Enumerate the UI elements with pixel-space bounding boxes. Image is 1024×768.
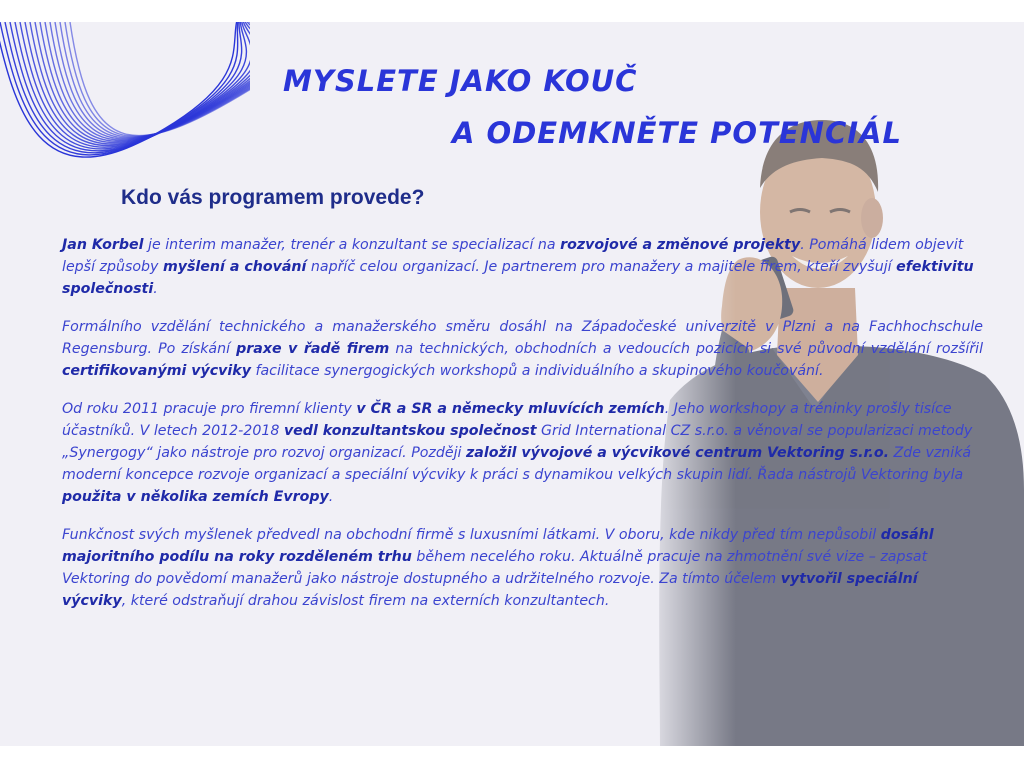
body-run: Funkčnost svých myšlenek předvedl na obchodní firmě s luxusními látkami. V oboru, kde nikdy před tím nepůsobil bbox=[62, 527, 881, 543]
highlight-text: rozvojové a změnové projekty bbox=[560, 237, 801, 253]
body-run: . Jeho workshopy a tréninky prošly tisíce účastníků. V letech 2012-2018 bbox=[62, 401, 952, 439]
highlight-text: Jan Korbel bbox=[62, 237, 144, 253]
body-run: během necelého roku. Aktuálně pracuje na zhmotnění své vize – zapsat Vektoring do povědomí manažerů jako nástroje dostupného a udržitelného rozvoje. Za tímto účelem bbox=[62, 549, 928, 587]
section-subtitle: Kdo vás programem provede? bbox=[121, 186, 425, 209]
highlight-text: vytvořil speciální výcviky bbox=[62, 571, 918, 609]
highlight-text: v ČR a SR a německy mluvících zemích bbox=[356, 401, 665, 417]
body-run: . Pomáhá lidem objevit lepší způsoby bbox=[62, 237, 964, 275]
body-run: . bbox=[328, 489, 334, 505]
bio-paragraph-2 bbox=[62, 316, 983, 382]
highlight-text: dosáhl majoritního podílu na roky rozděleném trhu bbox=[62, 527, 934, 565]
bio-paragraph-1 bbox=[62, 234, 983, 300]
body-run: napříč celou organizací. Je partnerem pro manažery a majitele firem, kteří zvyšují bbox=[306, 259, 897, 275]
bio-paragraph-3 bbox=[62, 398, 983, 508]
body-run: na technických, obchodních a vedoucích pozicích si své původní vzdělání rozšířil bbox=[389, 341, 984, 357]
slide-page bbox=[0, 22, 1024, 746]
body-run: Zde vzniká moderní koncepce rozvoje organizací a speciální výcviky k práci s dynamikou velkých skupin lidí. Řada nástrojů Vektoring byla bbox=[62, 445, 972, 483]
bio-paragraph-4 bbox=[62, 524, 983, 612]
title-line-1: MYSLETE JAKO KOUČ bbox=[283, 64, 638, 98]
body-run: Od roku 2011 pracuje pro firemní klienty bbox=[62, 401, 357, 417]
body-run: facilitace synergogických workshopů a individuálního a skupinového koučování. bbox=[250, 363, 824, 379]
highlight-text: použita v několika zemích Evropy bbox=[62, 489, 329, 505]
title-line-2: A ODEMKNĚTE POTENCIÁL bbox=[452, 116, 902, 150]
highlight-text: efektivitu společnosti bbox=[62, 259, 974, 297]
highlight-text: myšlení a chování bbox=[162, 259, 307, 275]
body-run: . bbox=[153, 281, 158, 297]
body-run: Formálního vzdělání technického a manažerského směru dosáhl na Západočeské univerzitě v Plzni a na Fachhochschule Regensburg. Po získání bbox=[62, 319, 983, 357]
bio-text bbox=[62, 234, 983, 628]
body-run: Grid International CZ s.r.o. a věnoval se popularizaci metody „Synergogy“ jako nástroje pro rozvoj organizací. Později bbox=[62, 423, 973, 461]
highlight-text: certifikovanými výcviky bbox=[62, 363, 251, 379]
highlight-text: založil vývojové a výcvikové centrum Vektoring s.r.o. bbox=[466, 445, 889, 461]
highlight-text: praxe v řadě firem bbox=[236, 341, 390, 357]
highlight-text: vedl konzultantskou společnost bbox=[283, 423, 537, 439]
body-run: je interim manažer, trenér a konzultant se specializací na bbox=[143, 237, 561, 253]
body-run: , které odstraňují drahou závislost firem na externích konzultantech. bbox=[121, 593, 610, 609]
